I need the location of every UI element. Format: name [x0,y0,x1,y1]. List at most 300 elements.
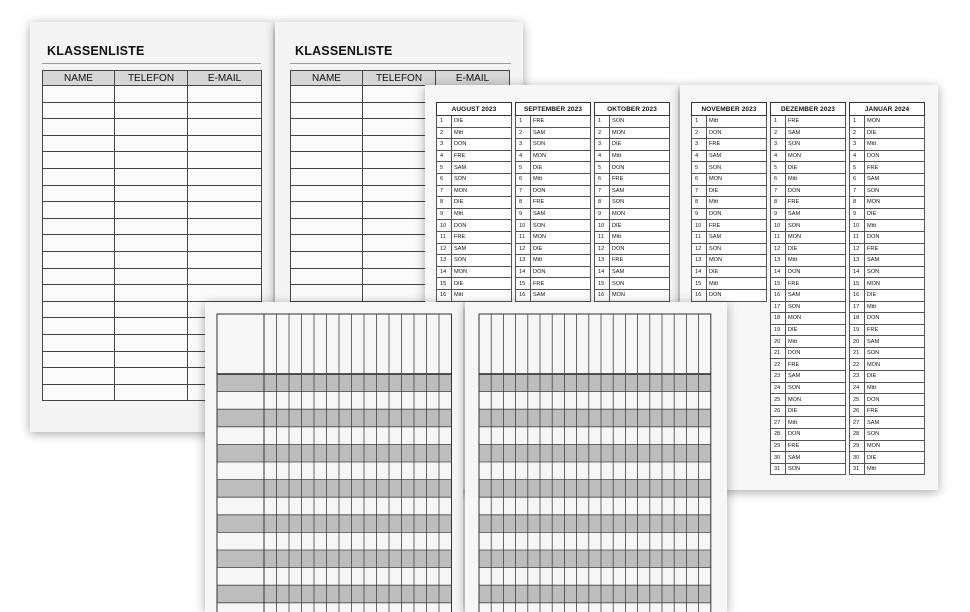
table-cell[interactable] [43,152,115,169]
day-row [771,371,846,383]
weekday-label: Mitt [707,278,767,290]
weekday-label: SON [531,220,591,232]
weekday-label: FRE [786,440,846,452]
weekday-label: SAM [786,127,846,139]
day-row [850,463,925,475]
day-number: 8 [437,197,452,209]
day-row [437,266,512,278]
grid-page-left [205,302,463,612]
day-number: 14 [850,266,865,278]
table-cell[interactable] [43,218,115,235]
weekday-label: MON [865,440,925,452]
table-cell[interactable] [291,152,363,169]
table-cell[interactable] [188,251,262,268]
day-row [771,405,846,417]
grid-page-right [465,302,727,612]
table-cell[interactable] [188,268,262,285]
column-header-name: NAME [43,71,115,86]
day-row [516,150,591,162]
shaded-row [217,374,452,392]
day-row [595,208,670,220]
weekday-label: SON [610,278,670,290]
table-cell[interactable] [115,152,188,169]
shaded-row [479,515,711,533]
weekday-label: Mitt [786,336,846,348]
day-row [771,173,846,185]
day-number: 29 [771,440,786,452]
table-cell[interactable] [43,235,115,252]
weekday-label: DON [865,150,925,162]
table-cell[interactable] [291,135,363,152]
weekday-label: MON [865,359,925,371]
day-number: 16 [850,289,865,301]
day-row [437,185,512,197]
day-number: 6 [850,173,865,185]
table-cell[interactable] [115,251,188,268]
day-row [516,185,591,197]
attendance-grid-right [465,302,727,612]
weekday-label: DIE [865,127,925,139]
table-cell[interactable] [291,202,363,219]
day-number: 3 [850,139,865,151]
day-row [595,116,670,128]
day-number: 13 [771,255,786,267]
weekday-label: SON [786,220,846,232]
day-number: 13 [437,255,452,267]
weekday-label: DIE [707,185,767,197]
table-cell[interactable] [291,268,363,285]
table-cell[interactable] [43,334,115,351]
day-row [850,405,925,417]
day-number: 22 [850,359,865,371]
day-row [437,255,512,267]
day-number: 24 [850,382,865,394]
weekday-label: SAM [786,289,846,301]
table-cell[interactable] [291,185,363,202]
day-number: 23 [771,371,786,383]
day-number: 9 [692,208,707,220]
weekday-label: Mitt [452,127,512,139]
day-number: 5 [595,162,610,174]
day-number: 21 [771,347,786,359]
month-table [436,102,512,302]
day-number: 20 [771,336,786,348]
table-cell[interactable] [115,102,188,119]
table-cell[interactable] [188,119,262,136]
day-row [771,417,846,429]
day-number: 9 [771,208,786,220]
table-cell[interactable] [115,202,188,219]
day-number: 3 [771,139,786,151]
weekday-label: SON [786,301,846,313]
day-row [771,208,846,220]
table-cell[interactable] [43,168,115,185]
table-cell[interactable] [115,168,188,185]
day-row [850,197,925,209]
weekday-label: MON [610,127,670,139]
day-number: 30 [771,452,786,464]
weekday-label: MON [786,313,846,325]
weekday-label: MON [786,231,846,243]
day-number: 10 [850,220,865,232]
day-number: 15 [850,278,865,290]
day-row [516,231,591,243]
day-number: 4 [692,150,707,162]
day-number: 8 [850,197,865,209]
day-row [692,208,767,220]
day-row [771,220,846,232]
table-cell[interactable] [188,152,262,169]
day-row [437,127,512,139]
weekday-label: MON [610,208,670,220]
month-table [770,102,846,475]
day-number: 8 [595,197,610,209]
table-cell[interactable] [43,135,115,152]
table-cell[interactable] [115,318,188,335]
day-number: 11 [516,231,531,243]
table-cell[interactable] [291,251,363,268]
day-row [850,371,925,383]
table-cell[interactable] [115,301,188,318]
day-number: 14 [771,266,786,278]
table-cell[interactable] [115,86,188,103]
weekday-label: MON [707,173,767,185]
day-row [692,289,767,301]
weekday-label: Mitt [865,463,925,475]
weekday-label: SAM [531,289,591,301]
day-number: 11 [437,231,452,243]
day-row [437,173,512,185]
weekday-label: DON [865,231,925,243]
day-number: 27 [850,417,865,429]
table-cell[interactable] [115,384,188,401]
day-row [771,243,846,255]
day-row [771,231,846,243]
day-row [850,324,925,336]
table-cell[interactable] [43,351,115,368]
day-number: 12 [595,243,610,255]
table-cell[interactable] [188,168,262,185]
day-number: 23 [850,371,865,383]
day-row [850,150,925,162]
table-cell[interactable] [43,119,115,136]
weekday-label: SAM [610,266,670,278]
weekday-label: DON [452,139,512,151]
day-row [692,150,767,162]
table-cell[interactable] [115,135,188,152]
weekday-label: SON [786,139,846,151]
column-header-email: E-MAIL [188,71,262,86]
day-number: 6 [771,173,786,185]
title-divider [290,63,511,64]
day-row [437,220,512,232]
day-number: 12 [692,243,707,255]
table-row [43,86,262,103]
shaded-row [217,550,452,568]
day-number: 18 [771,313,786,325]
weekday-label: DON [610,243,670,255]
day-row [850,185,925,197]
day-row [595,289,670,301]
day-number: 14 [692,266,707,278]
day-row [516,162,591,174]
day-number: 15 [437,278,452,290]
day-row [850,417,925,429]
table-cell[interactable] [188,235,262,252]
table-row [43,135,262,152]
table-cell[interactable] [291,235,363,252]
day-row [692,116,767,128]
day-row [850,127,925,139]
day-number: 6 [516,173,531,185]
weekday-label: MON [610,289,670,301]
table-cell[interactable] [291,102,363,119]
day-row [771,347,846,359]
table-cell[interactable] [115,235,188,252]
day-row [516,266,591,278]
day-number: 3 [516,139,531,151]
weekday-label: Mitt [865,382,925,394]
weekday-label: DON [786,429,846,441]
day-row [692,139,767,151]
day-row [595,278,670,290]
weekday-label: FRE [865,324,925,336]
day-number: 24 [771,382,786,394]
day-number: 9 [850,208,865,220]
weekday-label: DIE [610,139,670,151]
day-number: 27 [771,417,786,429]
day-number: 31 [771,463,786,475]
table-cell[interactable] [188,102,262,119]
day-number: 16 [595,289,610,301]
klassenliste-title: KLASSENLISTE [47,44,145,58]
table-cell[interactable] [115,351,188,368]
day-row [850,301,925,313]
day-number: 26 [850,405,865,417]
day-number: 28 [850,429,865,441]
weekday-label: DON [531,266,591,278]
shaded-row [217,585,452,603]
table-cell[interactable] [188,202,262,219]
day-row [516,116,591,128]
weekday-label: DIE [531,162,591,174]
day-number: 10 [595,220,610,232]
table-cell[interactable] [43,301,115,318]
day-number: 19 [771,324,786,336]
weekday-label: FRE [786,116,846,128]
day-number: 13 [692,255,707,267]
table-cell[interactable] [291,86,363,103]
day-row [692,127,767,139]
day-number: 11 [595,231,610,243]
day-number: 5 [771,162,786,174]
shaded-row [217,409,452,427]
weekday-label: DIE [786,405,846,417]
weekday-label: Mitt [707,116,767,128]
weekday-label: SON [865,347,925,359]
day-row [850,429,925,441]
weekday-label: SON [707,243,767,255]
day-row [771,185,846,197]
weekday-label: Mitt [786,255,846,267]
weekday-label: SAM [707,150,767,162]
table-cell[interactable] [43,268,115,285]
title-divider [42,63,261,64]
day-row [850,289,925,301]
day-row [850,139,925,151]
day-row [595,185,670,197]
day-row [595,162,670,174]
table-cell[interactable] [43,185,115,202]
weekday-label: MON [452,185,512,197]
day-number: 7 [595,185,610,197]
day-number: 12 [771,243,786,255]
table-cell[interactable] [115,334,188,351]
month-header: NOVEMBER 2023 [692,103,767,116]
day-row [516,220,591,232]
weekday-label: Mitt [610,231,670,243]
table-cell[interactable] [188,86,262,103]
day-row [771,429,846,441]
table-cell[interactable] [115,119,188,136]
table-cell[interactable] [188,285,262,302]
table-cell[interactable] [115,368,188,385]
weekday-label: DIE [786,162,846,174]
table-row [43,268,262,285]
day-number: 19 [850,324,865,336]
month-header: OKTOBER 2023 [595,103,670,116]
day-row [437,139,512,151]
weekday-label: MON [531,231,591,243]
day-row [516,208,591,220]
table-cell[interactable] [43,285,115,302]
weekday-label: MON [865,116,925,128]
day-row [437,116,512,128]
table-row [43,152,262,169]
day-number: 18 [850,313,865,325]
day-number: 21 [850,347,865,359]
table-cell[interactable] [291,285,363,302]
shaded-row [217,480,452,498]
day-number: 4 [850,150,865,162]
weekday-label: DON [452,220,512,232]
table-cell[interactable] [43,86,115,103]
day-row [771,116,846,128]
shaded-row [479,374,711,392]
weekday-label: Mitt [452,289,512,301]
day-row [692,278,767,290]
day-number: 15 [692,278,707,290]
day-number: 25 [850,394,865,406]
table-cell[interactable] [43,384,115,401]
table-cell[interactable] [43,251,115,268]
day-row [595,243,670,255]
weekday-label: DIE [707,266,767,278]
weekday-label: DIE [452,116,512,128]
weekday-label: FRE [452,231,512,243]
day-number: 5 [692,162,707,174]
day-row [595,173,670,185]
day-number: 8 [771,197,786,209]
weekday-label: DON [786,347,846,359]
weekday-label: SAM [531,127,591,139]
day-row [850,336,925,348]
table-cell[interactable] [115,285,188,302]
weekday-label: FRE [865,162,925,174]
weekday-label: SAM [865,417,925,429]
weekday-label: Mitt [865,220,925,232]
table-cell[interactable] [43,102,115,119]
table-row [43,218,262,235]
day-number: 10 [771,220,786,232]
day-row [692,231,767,243]
day-number: 4 [437,150,452,162]
month-header: DEZEMBER 2023 [771,103,846,116]
day-row [595,197,670,209]
day-row [437,162,512,174]
day-number: 1 [595,116,610,128]
table-cell[interactable] [115,185,188,202]
day-row [850,359,925,371]
table-cell[interactable] [188,135,262,152]
table-cell[interactable] [291,168,363,185]
weekday-label: MON [786,150,846,162]
month-table [515,102,591,302]
day-number: 4 [516,150,531,162]
day-number: 16 [771,289,786,301]
weekday-label: DON [610,162,670,174]
weekday-label: DON [707,127,767,139]
day-row [850,440,925,452]
day-number: 15 [516,278,531,290]
weekday-label: FRE [786,359,846,371]
weekday-label: Mitt [865,139,925,151]
day-number: 7 [850,185,865,197]
table-cell[interactable] [115,218,188,235]
table-cell[interactable] [291,218,363,235]
column-header-telefon: TELEFON [115,71,188,86]
shaded-row [479,444,711,462]
day-number: 9 [595,208,610,220]
weekday-label: DIE [865,371,925,383]
table-cell[interactable] [43,318,115,335]
weekday-label: FRE [531,197,591,209]
table-cell[interactable] [43,368,115,385]
weekday-label: DON [865,313,925,325]
weekday-label: SON [707,162,767,174]
table-cell[interactable] [188,185,262,202]
table-cell[interactable] [43,202,115,219]
day-row [516,173,591,185]
day-number: 15 [771,278,786,290]
day-number: 5 [437,162,452,174]
day-row [692,220,767,232]
weekday-label: DIE [610,220,670,232]
day-number: 8 [516,197,531,209]
day-number: 13 [595,255,610,267]
weekday-label: FRE [531,278,591,290]
table-cell[interactable] [291,119,363,136]
table-cell[interactable] [115,268,188,285]
day-number: 12 [437,243,452,255]
table-cell[interactable] [188,218,262,235]
weekday-label: MON [786,394,846,406]
day-number: 13 [850,255,865,267]
day-row [692,197,767,209]
day-number: 16 [516,289,531,301]
weekday-label: SAM [865,173,925,185]
day-row [850,266,925,278]
